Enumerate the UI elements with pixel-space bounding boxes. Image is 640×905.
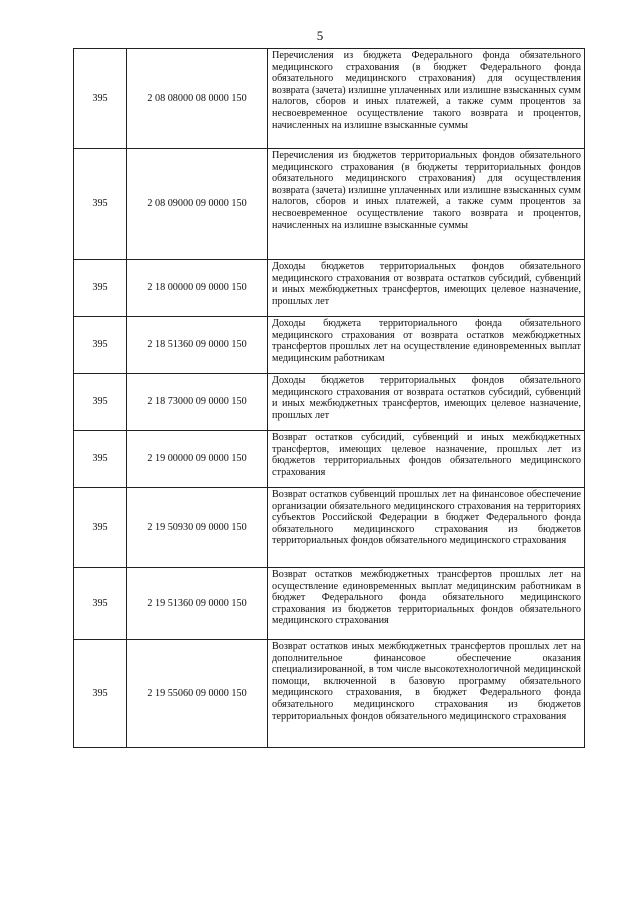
- budget-codes-table: [73, 48, 585, 748]
- budget-code-cell: 2 18 51360 09 0000 150: [127, 317, 268, 374]
- budget-code-cell: 2 19 00000 09 0000 150: [127, 431, 268, 488]
- budget-code-cell: 2 08 09000 09 0000 150: [127, 149, 268, 260]
- description-cell: Доходы бюджетов территориальных фондов обязательного медицинского страхования от возврата остатков субсидий, субвенций и иных межбюджетных трансфертов, имеющих целевое назначение, прошлых лет: [268, 260, 585, 317]
- budget-code-cell: 2 19 51360 09 0000 150: [127, 568, 268, 640]
- admin-code-cell: 395: [74, 149, 127, 260]
- description-cell: Возврат остатков межбюджетных трансфертов прошлых лет на осуществление единовременных выплат медицинским работникам в бюджет Федерального фонда обязательного медицинского страхования из бюджетов территориальных фондов обязательного медицинского страхования: [268, 568, 585, 640]
- description-cell: Доходы бюджетов территориальных фондов обязательного медицинского страхования от возврата остатков субсидий, субвенций и иных межбюджетных трансфертов, имеющих целевое назначение, прошлых лет: [268, 374, 585, 431]
- table-row: [74, 640, 585, 748]
- description-cell: Возврат остатков иных межбюджетных трансфертов прошлых лет на дополнительное финансовое обеспечение оказания специализированной, в том числе высокотехнологичной медицинской помощи, включенной в базовую программу обязательного медицинского страхования, в бюджет Федерального фонда обязательного медицинского страхования из бюджетов территориальных фондов обязательного медицинского страхования: [268, 640, 585, 748]
- budget-code-cell: 2 19 55060 09 0000 150: [127, 640, 268, 748]
- admin-code-cell: 395: [74, 374, 127, 431]
- admin-code-cell: 395: [74, 317, 127, 374]
- budget-code-cell: 2 08 08000 08 0000 150: [127, 49, 268, 149]
- admin-code-cell: 395: [74, 640, 127, 748]
- budget-code-cell: 2 18 00000 09 0000 150: [127, 260, 268, 317]
- table-row: [74, 488, 585, 568]
- description-cell: Перечисления из бюджетов территориальных фондов обязательного медицинского страхования (в бюджеты территориальных фондов обязательного медицинского страхования) для осуществления возврата (зачета) излишне уплаченных или излишне взысканных сумм налогов, сборов и иных платежей, а также сумм процентов за несвоевременное осуществление такого возврата и процентов, начисленных на излишне взысканные суммы: [268, 149, 585, 260]
- admin-code-cell: 395: [74, 488, 127, 568]
- page-number: 5: [316, 28, 324, 43]
- admin-code-cell: 395: [74, 431, 127, 488]
- admin-code-cell: 395: [74, 568, 127, 640]
- table-row: [74, 431, 585, 488]
- table-row: [74, 149, 585, 260]
- description-cell: Возврат остатков субвенций прошлых лет на финансовое обеспечение организации обязательного медицинского страхования на территориях субъектов Российской Федерации в бюджет Федерального фонда обязательного медицинского страхования из бюджетов территориальных фондов обязательного медицинского страхования: [268, 488, 585, 568]
- description-cell: Доходы бюджета территориального фонда обязательного медицинского страхования от возврата остатков межбюджетных трансфертов прошлых лет на осуществление единовременных выплат медицинским работникам: [268, 317, 585, 374]
- table-row: [74, 568, 585, 640]
- table-row: [74, 49, 585, 149]
- budget-code-cell: 2 18 73000 09 0000 150: [127, 374, 268, 431]
- table-row: [74, 260, 585, 317]
- table-row: [74, 317, 585, 374]
- description-cell: Перечисления из бюджета Федерального фонда обязательного медицинского страхования (в бюджет Федерального фонда обязательного медицинского страхования) для осуществления возврата (зачета) излишне уплаченных или излишне взысканных сумм налогов, сборов и иных платежей, а также сумм процентов за несвоевременное осуществление такого возврата и процентов, начисленных на излишне взысканные суммы: [268, 49, 585, 149]
- admin-code-cell: 395: [74, 49, 127, 149]
- table-row: [74, 374, 585, 431]
- admin-code-cell: 395: [74, 260, 127, 317]
- description-cell: Возврат остатков субсидий, субвенций и иных межбюджетных трансфертов, имеющих целевое назначение, прошлых лет из бюджетов территориальных фондов обязательного медицинского страхования: [268, 431, 585, 488]
- budget-code-cell: 2 19 50930 09 0000 150: [127, 488, 268, 568]
